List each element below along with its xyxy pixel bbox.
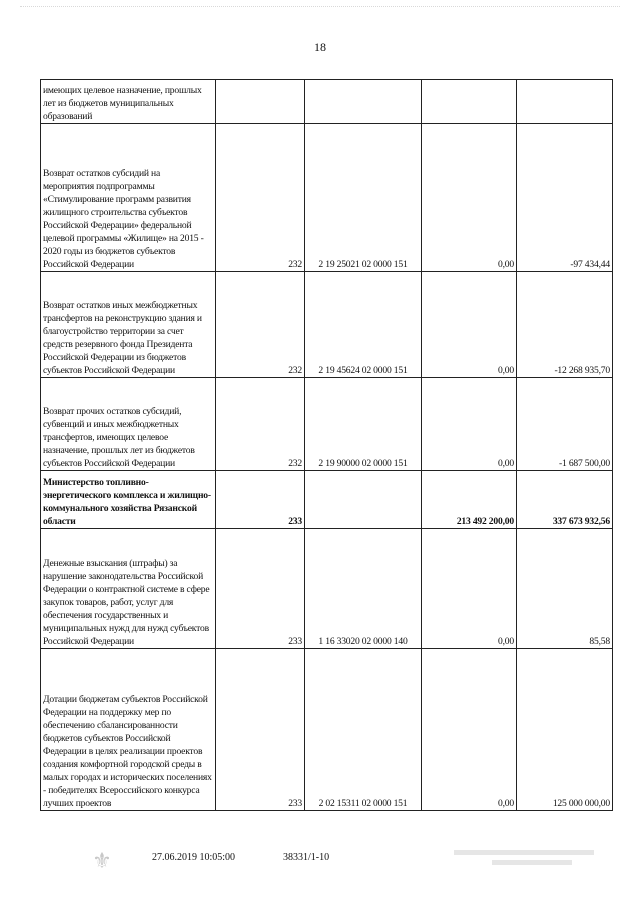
row-plan-cell: 213 492 200,00 xyxy=(422,471,517,529)
table-row xyxy=(41,649,613,811)
row-plan-cell: 0,00 xyxy=(422,272,517,378)
row-kbk-code-cell: 1 16 33020 02 0000 140 xyxy=(305,529,422,649)
top-scan-line xyxy=(20,6,620,7)
row-fact-cell: -1 687 500,00 xyxy=(517,378,613,471)
row-name-cell: Дотации бюджетам субъектов Российской Федерации на поддержку мер по обеспечению сбалансированности бюджетов субъектов Российской Федерации в целях реализации проектов создания комфортной городской среды в малых городах и исторических поселениях - победителях Всероссийского конкурса лучших проектов xyxy=(41,649,216,811)
row-fact-cell: -97 434,44 xyxy=(517,124,613,272)
row-kbk-code-cell xyxy=(305,471,422,529)
row-name-cell: Возврат остатков субсидий на мероприятия подпрограммы «Стимулирование программ развития жилищного строительства субъектов Российской Федерации» федеральной целевой программы «Жилище» на 2015 - 2020 годы из бюджетов субъектов Российской Федерации xyxy=(41,124,216,272)
revenue-table xyxy=(40,79,613,811)
row-fact-cell xyxy=(517,80,613,124)
revenue-table-body xyxy=(41,80,613,811)
table-row xyxy=(41,378,613,471)
row-admin-code-cell: 233 xyxy=(216,471,305,529)
row-kbk-code-cell: 2 19 90000 02 0000 151 xyxy=(305,378,422,471)
faint-stamp-text xyxy=(452,848,602,873)
row-name-cell: Возврат остатков иных межбюджетных трансфертов на реконструкцию здания и благоустройство территории за счет средств резервного фонда Президента Российской Федерации из бюджетов субъектов Российской Федерации xyxy=(41,272,216,378)
row-plan-cell: 0,00 xyxy=(422,378,517,471)
row-admin-code-cell: 232 xyxy=(216,378,305,471)
table-row xyxy=(41,272,613,378)
row-admin-code-cell: 232 xyxy=(216,124,305,272)
row-fact-cell: 125 000 000,00 xyxy=(517,649,613,811)
registration-number: 38331/1-10 xyxy=(283,852,330,863)
row-fact-cell: -12 268 935,70 xyxy=(517,272,613,378)
emblem-icon: ⚜ xyxy=(92,848,112,873)
row-kbk-code-cell: 2 02 15311 02 0000 151 xyxy=(305,649,422,811)
row-plan-cell: 0,00 xyxy=(422,529,517,649)
document-datetime: 27.06.2019 10:05:00 xyxy=(152,852,236,863)
row-admin-code-cell: 232 xyxy=(216,272,305,378)
row-name-cell: имеющих целевое назначение, прошлых лет из бюджетов муниципальных образований xyxy=(41,80,216,124)
row-plan-cell xyxy=(422,80,517,124)
row-name-cell: Возврат прочих остатков субсидий, субвенций и иных межбюджетных трансфертов, имеющих целевое назначение, прошлых лет из бюджетов субъектов Российской Федерации xyxy=(41,378,216,471)
page-footer xyxy=(0,848,640,878)
faint-stamp-marks xyxy=(452,848,602,870)
row-fact-cell: 85,58 xyxy=(517,529,613,649)
row-plan-cell: 0,00 xyxy=(422,649,517,811)
table-row xyxy=(41,124,613,272)
row-kbk-code-cell: 2 19 25021 02 0000 151 xyxy=(305,124,422,272)
row-plan-cell: 0,00 xyxy=(422,124,517,272)
row-kbk-code-cell: 2 19 45624 02 0000 151 xyxy=(305,272,422,378)
row-admin-code-cell xyxy=(216,80,305,124)
row-admin-code-cell: 233 xyxy=(216,529,305,649)
row-name-cell: Денежные взыскания (штрафы) за нарушение законодательства Российской Федерации о контрактной системе в сфере закупок товаров, работ, услуг для обеспечения государственных и муниципальных нужд для нужд субъектов Российской Федерации xyxy=(41,529,216,649)
table-row xyxy=(41,529,613,649)
row-kbk-code-cell xyxy=(305,80,422,124)
table-row xyxy=(41,80,613,124)
table-row xyxy=(41,471,613,529)
row-fact-cell: 337 673 932,56 xyxy=(517,471,613,529)
page-number: 18 xyxy=(314,40,326,54)
row-name-cell: Министерство топливно-энергетического комплекса и жилищно-коммунального хозяйства Рязанской области xyxy=(41,471,216,529)
row-admin-code-cell: 233 xyxy=(216,649,305,811)
